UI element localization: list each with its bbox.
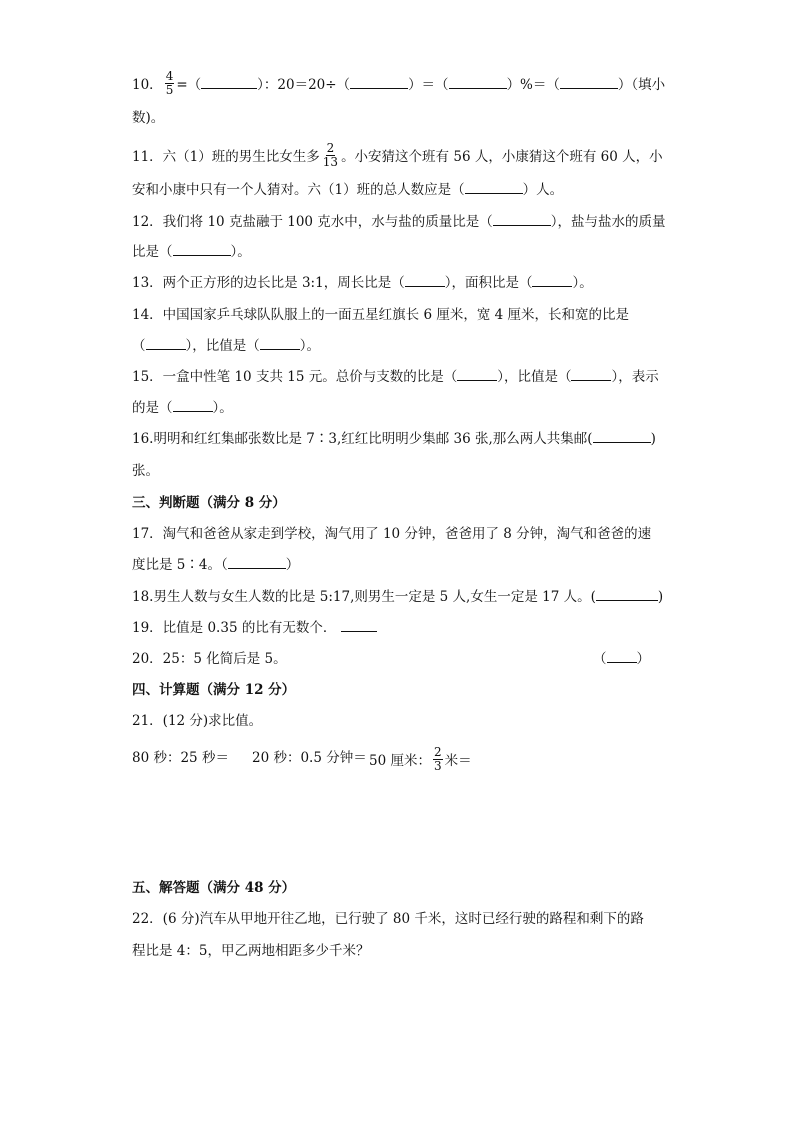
- q22-line1: 22．(6 分)汽车从甲地开往乙地，已行驶了 80 千米，这时已经行驶的路程和剩下的路: [132, 911, 644, 927]
- q18-line: 18.男生人数与女生人数的比是 5:17,则男生一定是 5 人,女生一定是 17 人。( ): [132, 589, 664, 605]
- q14-line1: 14．中国国家乒乓球队队服上的一面五星红旗长 6 厘米，宽 4 厘米，长和宽的比是: [132, 307, 630, 323]
- q12-line1: 12．我们将 10 克盐融于 100 克水中，水与盐的质量比是（ ），盐与盐水的质量: [132, 214, 666, 230]
- q11-line2: 安和小康中只有一个人猜对。六（1）班的总人数应是（ ）人。: [132, 182, 564, 198]
- q10-blank-2[interactable]: [350, 76, 408, 89]
- q10-blank-3[interactable]: [449, 76, 507, 89]
- q17-line2: 度比是 5∶4。（ ）: [132, 557, 300, 573]
- q21-expr-3: 50 厘米： $\frac{2}{3}$ 米＝: [369, 745, 472, 773]
- q17-blank[interactable]: [228, 556, 286, 569]
- q16-blank[interactable]: [593, 430, 651, 443]
- q16-line1: 16.明明和红红集邮张数比是 7∶3,红红比明明少集邮 36 张,那么两人共集邮( ): [132, 431, 656, 447]
- q20-answer: （ ）: [593, 651, 650, 667]
- q10-label: 10．: [132, 77, 163, 93]
- q13-blank-1[interactable]: [405, 274, 445, 287]
- q10-fraction: $\frac{4}{5}$: [165, 69, 174, 97]
- q12-blank-1[interactable]: [493, 213, 551, 226]
- q14-blank-2[interactable]: [260, 337, 300, 350]
- q21-fraction: $\frac{2}{3}$: [433, 745, 442, 773]
- q19-blank[interactable]: [341, 619, 377, 632]
- q21-title: 21．(12 分)求比值。: [132, 713, 263, 729]
- q21-expr-1: 80 秒：25 秒＝: [132, 750, 229, 766]
- q10-blank-1[interactable]: [201, 76, 257, 89]
- q19-line: 19．比值是 0.35 的比有无数个．: [132, 618, 377, 638]
- q14-blank-1[interactable]: [146, 337, 186, 350]
- q11-fraction: $\frac{2}{13}$: [322, 141, 339, 169]
- q20-line: 20．25：5 化简后是 5。: [132, 651, 287, 667]
- q13-blank-2[interactable]: [532, 274, 572, 287]
- q11-blank[interactable]: [465, 181, 523, 194]
- q17-line1: 17．淘气和爸爸从家走到学校，淘气用了 10 分钟，爸爸用了 8 分钟，淘气和爸爸的速: [132, 526, 652, 542]
- q12-line2: 比是（ ）。: [132, 244, 251, 260]
- q11-line1: 11．六（1）班的男生比女生多 $\frac{2}{13}$ 。小安猜这个班有 56 人，小康猜这个班有 60 人，小: [132, 141, 663, 169]
- q10-blank-4[interactable]: [560, 76, 618, 89]
- q15-blank-1[interactable]: [457, 368, 497, 381]
- q10-line1: 10． $\frac{4}{5}$ =（ ）：20＝20÷（ ）＝（ ）%＝（ ）（填小: [132, 69, 666, 97]
- q14-line2: （ ），比值是（ ）。: [132, 338, 320, 354]
- section-4-heading: 四、计算题（满分 12 分）: [132, 682, 296, 698]
- q18-blank[interactable]: [596, 588, 658, 601]
- q13-line: 13．两个正方形的边长比是 3:1，周长比是（ ），面积比是（ ）。: [132, 275, 593, 291]
- q20-blank[interactable]: [607, 650, 637, 663]
- q10-line2: 数)。: [132, 110, 165, 126]
- q15-blank-2[interactable]: [571, 368, 611, 381]
- q12-blank-2[interactable]: [173, 243, 231, 256]
- q22-line2: 程比是 4：5，甲乙两地相距多少千米？: [132, 943, 370, 959]
- q21-expr-2: 20 秒：0.5 分钟＝: [252, 750, 367, 766]
- q16-line2: 张。: [132, 463, 159, 479]
- section-5-heading: 五、解答题（满分 48 分）: [132, 880, 296, 896]
- section-3-heading: 三、判断题（满分 8 分）: [132, 495, 286, 511]
- q15-blank-3[interactable]: [173, 399, 213, 412]
- q15-line1: 15．一盒中性笔 10 支共 15 元。总价与支数的比是（ ），比值是（ ），表示: [132, 369, 659, 385]
- q15-line2: 的是（ ）。: [132, 400, 233, 416]
